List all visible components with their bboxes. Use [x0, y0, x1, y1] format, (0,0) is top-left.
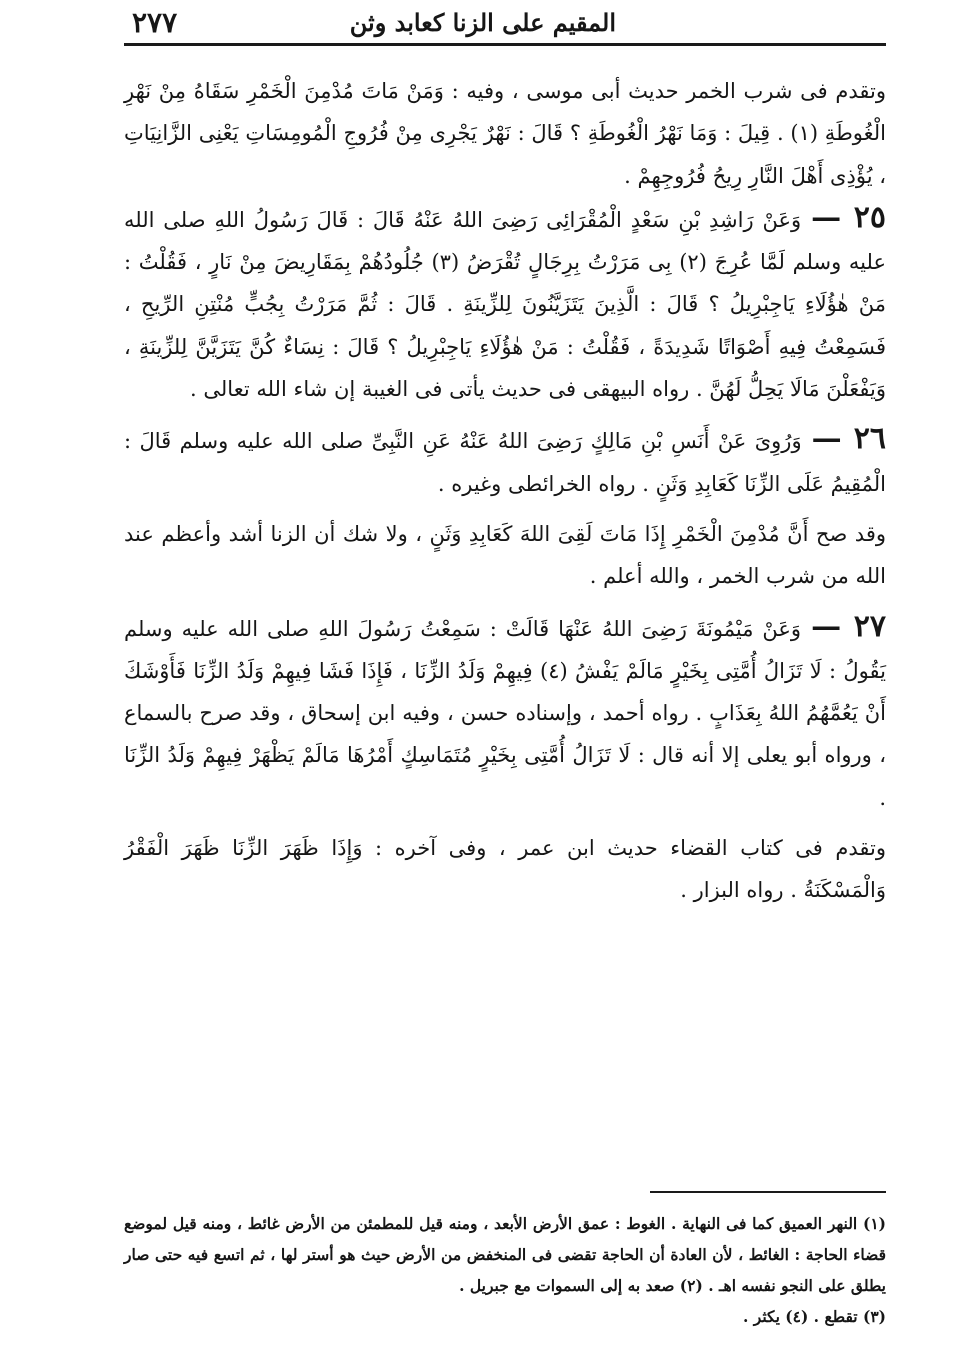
hadith-number: ٢٦ — — [811, 421, 886, 457]
footnote-rule — [650, 1191, 886, 1193]
running-title: المقيم على الزنا كعابد وثن — [349, 8, 616, 37]
hadith-number: ٢٥ — — [811, 199, 886, 235]
hadith-25 — [124, 197, 886, 410]
main-text — [124, 70, 886, 912]
paragraph-closing: وتقدم فى كتاب القضاء حديث ابن عمر ، وفى آخره : وَإِذَا ظَهَرَ الزِّنَا ظَهَرَ الْفَقْرُ وَالْمَسْكَنَةُ . رواه البزار . — [124, 836, 886, 903]
footnote-1-2: (١) النهر العميق كما فى النهاية . الغوط : عمق الأرض الأبعد ، ومنه قيل للمطمئن من الأرض غائط ، ومنه قيل لموضع قضاء الحاجة : الغائط ، لأن العادة أن الحاجة تقضى فى المنخفض من الأرض حيث هو أستر لها ، ثم اتسع فيه حتى صار يطلق على النجو نفسه اهـ . (٢) صعد به إلى السموات مع جبريل . — [124, 1214, 886, 1295]
hadith-26 — [124, 418, 886, 505]
footnote-3-4: (٣) تقطع . (٤) يكثر . — [742, 1307, 886, 1326]
hadith-text: وَعَنْ رَاشِدِ بْنِ سَعْدٍ الْمُقْرَائِى رَضِىَ اللهُ عَنْهُ قَالَ : قَالَ رَسُولُ اللهِ صلى الله عليه وسلم لَمَّا عُرِجَ (٢) بِى مَرَرْتُ بِرِجَالٍ تُقْرَضُ (٣) جُلُودُهُمْ بِمَقَارِيضَ مِنْ نَارٍ ، فَقُلْتُ : مَنْ هٰؤُلَاءِ يَاجِبْرِيلُ ؟ قَالَ : الَّذِينَ يَتَزَيَّنُونَ لِلزِّينَةِ . قَالَ : ثُمَّ مَرَرْتُ بِجُبٍّ مُنْتِنِ الرِّيحِ ، فَسَمِعْتُ فِيهِ أَصْوَاتًا شَدِيدَةً ، فَقُلْتُ : مَنْ هٰؤُلَاءِ يَاجِبْرِيلُ ؟ قَالَ : نِسَاءٌ كُنَّ يَتَزَيَّنَّ لِلزِّينَةِ ، وَيَفْعَلْنَ مَالَا يَحِلُّ لَهُنَّ . رواه البيهقى فى حديث يأتى فى الغيبة إن شاء الله تعالى . — [124, 207, 887, 402]
header-rule — [124, 43, 886, 46]
hadith-27 — [124, 606, 886, 819]
hadith-text: وَعَنْ مَيْمُونَةَ رَضِىَ اللهُ عَنْهَا قَالَتْ : سَمِعْتُ رَسُولَ اللهِ صلى الله عليه وسلم يَقُولُ : لَا تَزَالُ أُمَّتِى بِخَيْرٍ مَالَمْ يَفْشُ (٤) فِيهِمْ وَلَدُ الزِّنَا ، فَإِذَا فَشَا فِيهِمْ وَلَدُ الزِّنَا فَأَوْشَكَ أَنْ يَعُمَّهُمُ اللهُ بِعَذَابٍ . رواه أحمد ، وإسناده حسن ، وفيه ابن إسحاق ، وقد صرح بالسماع ، ورواه أبو يعلى إلا أنه قال : لَا تَزَالُ أُمَّتِى بِخَيْرٍ مُتَمَاسِكٍ أَمْرُهَا مَالَمْ يَظْهَرْ فِيهِمْ وَلَدُ الزِّنَا . — [124, 616, 886, 810]
hadith-text: وَرُوِىَ عَنْ أَنَسِ بْنِ مَالِكٍ رَضِىَ اللهُ عَنْهُ عَنِ النَّبِىِّ صلى الله عليه وسلم قَالَ : الْمُقِيمُ عَلَى الزِّنَا كَعَابِدِ وَثَنٍ . رواه الخرائطى وغيره . — [124, 429, 886, 496]
hadith-number: ٢٧ — — [811, 608, 886, 644]
page-number: ٢٧٧ — [132, 6, 178, 39]
footnotes — [124, 1208, 886, 1332]
page-header — [124, 6, 886, 42]
paragraph-commentary: وقد صح أَنَّ مُدْمِنَ الْخَمْرِ إِذَا مَاتَ لَقِىَ اللهَ كَعَابِدِ وَثَنٍ ، ولا شك أن الزنا أشد وأعظم عند الله من شرب الخمر ، والله أعلم . — [124, 521, 886, 589]
paragraph-intro: وتقدم فى شرب الخمر حديث أبى موسى ، وفيه : وَمَنْ مَاتَ مُدْمِنَ الْخَمْرِ سَقَاهُ مِنْ نَهْرِ الْغُوطَةِ (١) . قِيلَ : وَمَا نَهْرُ الْغُوطَةِ ؟ قَالَ : نَهْرٌ يَجْرِى مِنْ فُرُوجِ الْمُومِسَاتِ يَعْنِى الزَّانِيَاتِ ، يُؤْذِى أَهْلَ النَّارِ رِيحُ فُرُوجِهِمْ . — [124, 79, 886, 188]
